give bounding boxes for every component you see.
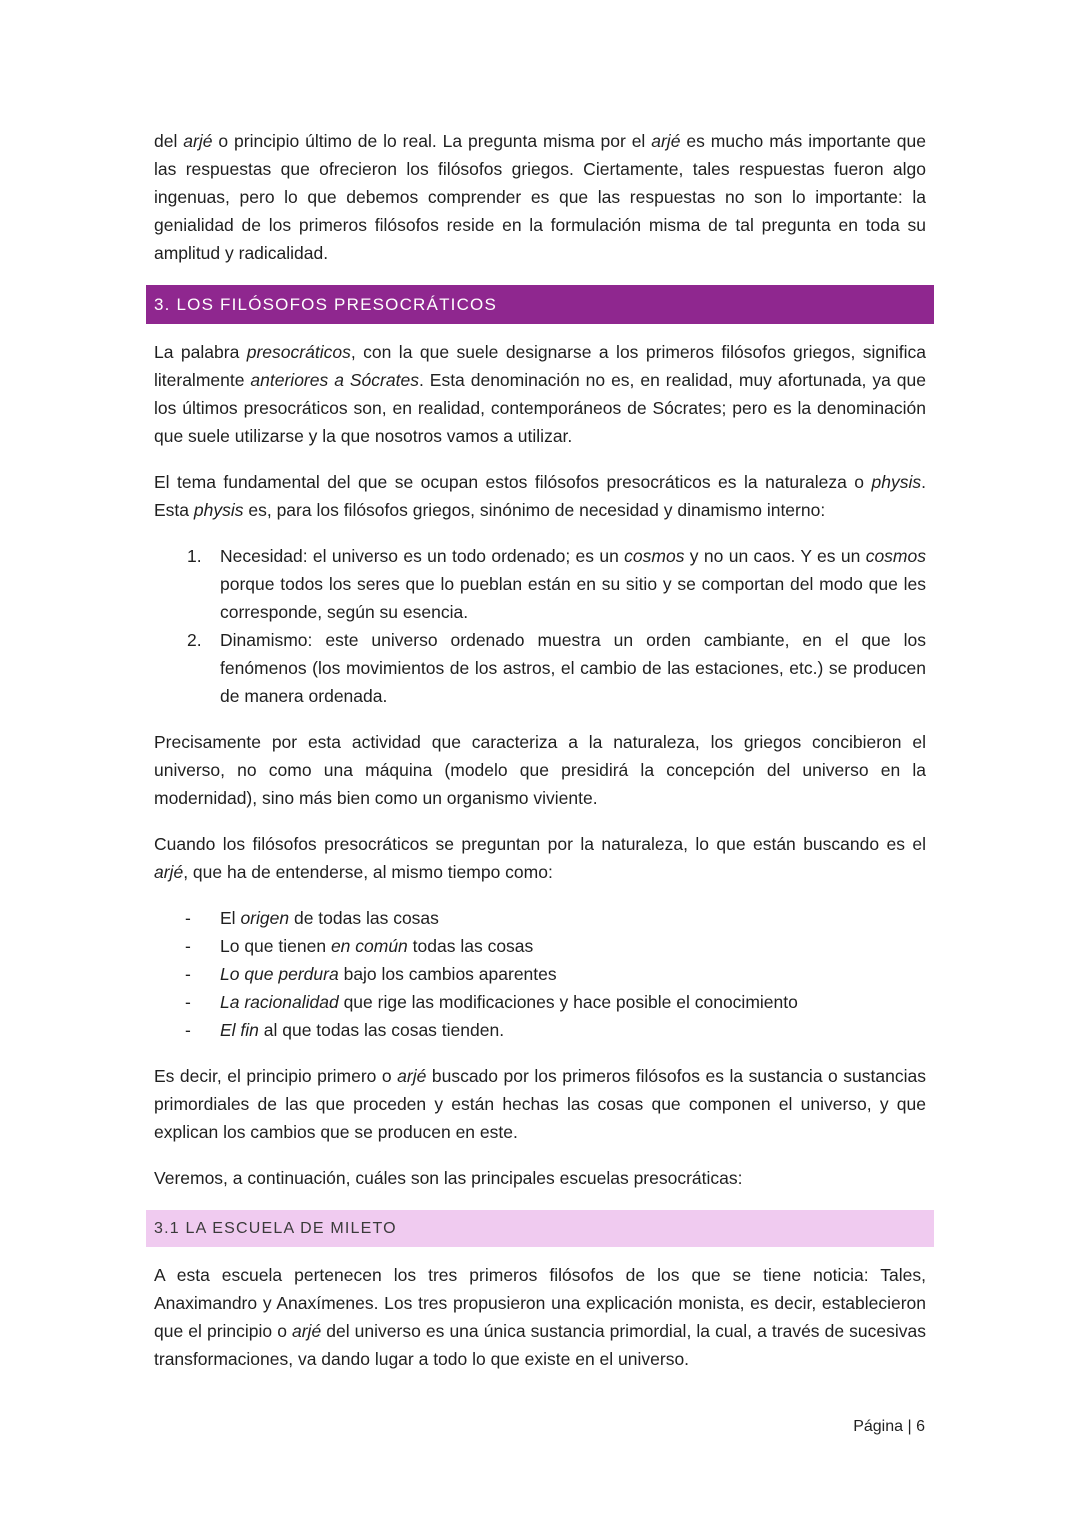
paragraph-sustancia: Es decir, el principio primero o arjé buscado por los primeros filósofos es la sustancia o sustancias primordiales de las que proceden y están hechas las cosas que componen el universo, y que explican los cambios que se producen en este. xyxy=(154,1066,926,1142)
list-item: - Lo que tienen en común todas las cosas xyxy=(185,936,534,956)
page-number: 6 xyxy=(916,1418,925,1435)
section-heading-mileto: 3.1 LA ESCUELA DE MILETO xyxy=(146,1210,934,1247)
dash-list xyxy=(154,904,926,1044)
paragraph-mileto: A esta escuela pertenecen los tres primeros filósofos de los que se tiene noticia: Tales, Anaximandro y Anaxímenes. Los tres propusieron una explicación monista, es decir, establecieron que el principio o arjé del universo es una única sustancia primordial, la cual, a través de sucesivas transformaciones, va dando lugar a todo lo que existe en el universo. xyxy=(154,1265,926,1369)
paragraph-physis: El tema fundamental del que se ocupan estos filósofos presocráticos es la naturaleza o physis. Esta physis es, para los filósofos griegos, sinónimo de necesidad y dinamismo interno: xyxy=(154,472,926,520)
list-item: - El fin al que todas las cosas tienden. xyxy=(185,1020,505,1040)
page-content xyxy=(154,127,926,1391)
paragraph-organismo: Precisamente por esta actividad que caracteriza a la naturaleza, los griegos concibieron el universo, no como una máquina (modelo que presidirá la concepción del universo en la modernidad), sino más bien como un organismo viviente. xyxy=(154,732,926,808)
paragraph-arje-question: Cuando los filósofos presocráticos se preguntan por la naturaleza, lo que están buscando es el arjé, que ha de entenderse, al mismo tiempo como: xyxy=(154,834,926,882)
footer-separator: | xyxy=(907,1418,912,1435)
list-item: - La racionalidad que rige las modificaciones y hace posible el conocimiento xyxy=(185,992,798,1012)
list-item: - Lo que perdura bajo los cambios aparentes xyxy=(185,964,557,984)
paragraph-escuelas-intro: Veremos, a continuación, cuáles son las principales escuelas presocráticas: xyxy=(154,1168,743,1188)
footer-label: Página xyxy=(853,1418,904,1435)
list-item-necesidad: 1. Necesidad: el universo es un todo ordenado; es un cosmos y no un caos. Y es un cosmos porque todos los seres que lo pueblan están en su sitio y se comportan del modo que les corresponde, según su esencia. xyxy=(187,546,926,622)
list-item: - El origen de todas las cosas xyxy=(185,908,439,928)
paragraph-presocraticos-definition: La palabra presocráticos, con la que suele designarse a los primeros filósofos griegos, significa literalmente anteriores a Sócrates. Esta denominación no es, en realidad, muy afortunada, ya que los últimos presocráticos son, en realidad, contemporáneos de Sócrates; pero es la denominación que suele utilizarse y la que nosotros vamos a utilizar. xyxy=(154,342,927,446)
page-number-footer xyxy=(853,1418,925,1436)
intro-paragraph: del arjé o principio último de lo real. La pregunta misma por el arjé es mucho más importante que las respuestas que ofrecieron los filósofos griegos. Ciertamente, tales respuestas fueron algo ingenuas, pero lo que debemos comprender es que las respuestas no son lo importante: la genialidad de los primeros filósofos reside en la formulación misma de tal pregunta en toda su amplitud y radicalidad. xyxy=(154,131,926,263)
list-item-dinamismo: 2. Dinamismo: este universo ordenado muestra un orden cambiante, en el que los fenómenos (los movimientos de los astros, el cambio de las estaciones, etc.) se producen de manera ordenada. xyxy=(187,630,926,706)
section-heading-presocraticos: 3. LOS FILÓSOFOS PRESOCRÁTICOS xyxy=(146,285,934,324)
numbered-list xyxy=(154,542,926,710)
